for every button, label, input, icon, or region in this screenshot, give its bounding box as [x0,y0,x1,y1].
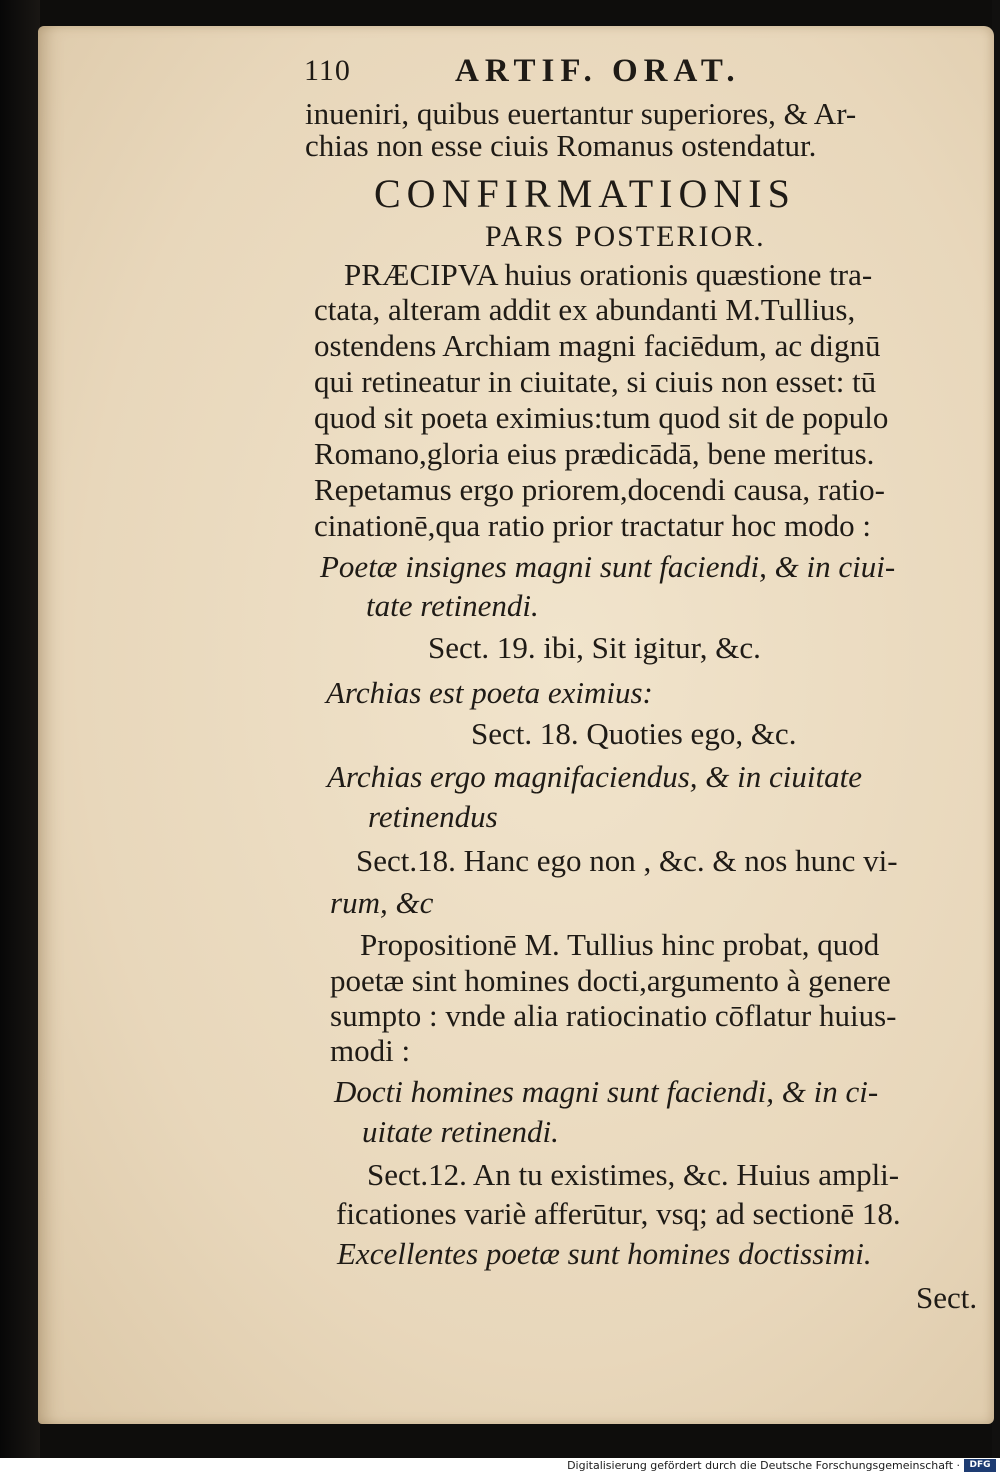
text-line-26: Docti homines magni sunt faciendi, & in ci- [334,1074,879,1109]
section-title: CONFIRMATIONIS [374,171,796,216]
text-line-29: ficationes variè afferūtur, vsq; ad sectionē 18. [336,1196,901,1231]
text-line-21: rum, &c [330,885,434,920]
book-gutter [0,0,40,1458]
catchword: Sect. [916,1280,978,1315]
funding-credit: Digitalisierung gefördert durch die Deutsche Forschungsgemeinschaft · [567,1459,960,1472]
text-line-25: modi : [330,1033,411,1068]
digitization-footer [0,1458,1000,1475]
text-line-5: PRÆCIPVA huius orationis quæstione tra- [344,257,873,292]
text-line-27: uitate retinendi. [362,1114,559,1149]
text-line-18: Archias ergo magnifaciendus, & in ciuitate [327,759,862,794]
page-number: 110 [304,54,351,87]
text-line-19: retinendus [368,799,498,834]
running-title: ARTIF. ORAT. [455,53,741,89]
text-line-7: ostendens Archiam magni faciēdum, ac dignū [314,328,881,363]
section-subtitle: PARS POSTERIOR. [485,220,766,253]
text-line-1: inueniri, quibus euertantur superiores, & Ar- [305,96,857,131]
text-line-14: tate retinendi. [366,588,539,623]
text-line-22: Propositionē M. Tullius hinc probat, quod [360,927,880,962]
text-line-12: cinationē,qua ratio prior tractatur hoc modo : [314,508,871,543]
text-line-30: Excellentes poetæ sunt homines doctissimi. [337,1236,872,1271]
text-line-2: chias non esse ciuis Romanus ostendatur. [305,128,817,163]
text-line-15: Sect. 19. ibi, Sit igitur, &c. [428,630,761,665]
text-line-10: Romano,gloria eius prædicādā, bene meritus. [314,436,875,471]
text-line-17: Sect. 18. Quoties ego, &c. [471,716,797,751]
text-line-11: Repetamus ergo priorem,docendi causa, ratio- [314,472,886,507]
dfg-logo: DFG [964,1459,996,1472]
text-line-13: Poetæ insignes magni sunt faciendi, & in ciui- [320,549,896,584]
text-line-9: quod sit poeta eximius:tum quod sit de populo [314,400,889,435]
text-line-24: sumpto : vnde alia ratiocinatio cōflatur huius- [330,998,897,1033]
text-line-6: ctata, alteram addit ex abundanti M.Tullius, [314,292,856,327]
text-line-23: poetæ sint homines docti,argumento à genere [330,963,891,998]
text-line-16: Archias est poeta eximius: [326,675,653,710]
text-line-20: Sect.18. Hanc ego non , &c. & nos hunc vi- [356,843,898,878]
text-line-28: Sect.12. An tu existimes, &c. Huius ampli- [367,1157,900,1192]
text-line-8: qui retineatur in ciuitate, si ciuis non esset: tū [314,364,877,399]
